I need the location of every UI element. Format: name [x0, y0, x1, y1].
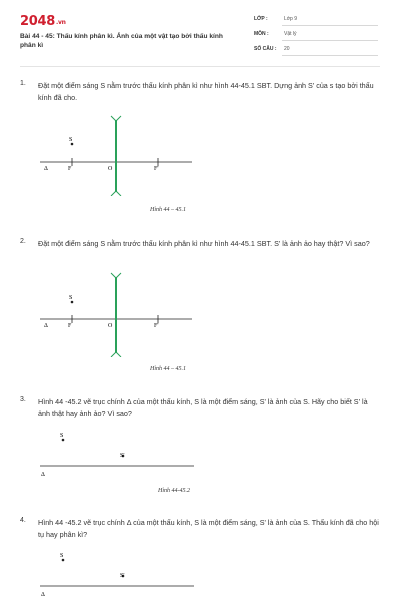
- point-s-label: S: [69, 295, 73, 301]
- header-divider: [20, 66, 380, 67]
- point-s-dot: [62, 439, 65, 442]
- class-value: Lớp 9: [284, 16, 298, 22]
- worksheet-title: Bài 44 - 45: Thấu kính phân kì. Ảnh của một vật tạo bởi thấu kính phân kì: [20, 33, 223, 49]
- class-underline: [282, 25, 378, 26]
- point-s-label: S: [60, 553, 64, 559]
- figure-caption: Hình 44 – 45.1: [150, 207, 186, 213]
- question-number: 3.: [20, 396, 26, 403]
- axis-delta-label: Δ: [41, 592, 45, 598]
- logo-text: 2048: [20, 14, 55, 29]
- point-s-label: S: [60, 433, 64, 439]
- figure-axis-image-4: [30, 550, 200, 600]
- figure-caption: Hình 44-45.2: [158, 488, 190, 494]
- site-logo[interactable]: [20, 14, 66, 29]
- question-number: 2.: [20, 238, 26, 245]
- question-text: Đặt một điểm sáng S nằm trước thấu kính phân kì như hình 44-45.1 SBT. S' là ảnh ảo hay thật? Vì sao?: [38, 239, 370, 248]
- image-sp-label: S': [120, 573, 125, 579]
- focal-f-label: F: [68, 166, 72, 172]
- question-text: Hình 44 -45.2 vẽ trục chính Δ của một thấu kính, S là một điểm sáng, S' là ảnh của S. Hãy cho biết S' là ảnh thật hay ảnh ảo? Vì sao?: [38, 397, 368, 418]
- optical-center-label: O: [108, 166, 113, 172]
- question-text: Đặt một điểm sáng S nằm trước thấu kính phân kì như hình 44-45.1 SBT. Dựng ảnh S' của s tạo bởi thấu kính đã cho.: [38, 81, 374, 102]
- count-underline: [282, 55, 378, 56]
- focal-fp-label: F': [154, 323, 159, 329]
- figure-axis-image-3: [30, 428, 200, 480]
- question-text: Hình 44 -45.2 vẽ trục chính Δ của một thấu kính, S là một điểm sáng, S' là ảnh của S. Thấu kính đã cho hội tụ hay phân kì?: [38, 518, 379, 539]
- subject-underline: [282, 40, 378, 41]
- question-count-label: SỐ CÂU :: [254, 46, 277, 52]
- figure-caption: Hình 44 – 45.1: [150, 366, 186, 372]
- subject-value: Vật lý: [284, 31, 297, 37]
- subject-label: MÔN :: [254, 31, 269, 37]
- figure-diverging-lens-1: [30, 114, 210, 196]
- axis-delta-label: Δ: [41, 472, 45, 478]
- class-label: LỚP :: [254, 16, 268, 22]
- image-sp-label: S': [120, 453, 125, 459]
- question-number: 1.: [20, 80, 26, 87]
- point-s-label: S: [69, 137, 73, 143]
- question-number: 4.: [20, 517, 26, 524]
- question-count-value: 20: [284, 46, 290, 52]
- point-s-dot: [71, 301, 74, 304]
- focal-fp-label: F': [154, 166, 159, 172]
- logo-suffix: .vn: [55, 19, 66, 26]
- optical-center-label: O: [108, 323, 113, 329]
- point-s-dot: [71, 143, 74, 146]
- focal-f-label: F: [68, 323, 72, 329]
- point-s-dot: [62, 559, 65, 562]
- axis-delta-label: Δ: [44, 166, 48, 172]
- axis-delta-label: Δ: [44, 323, 48, 329]
- figure-diverging-lens-2: [30, 271, 210, 357]
